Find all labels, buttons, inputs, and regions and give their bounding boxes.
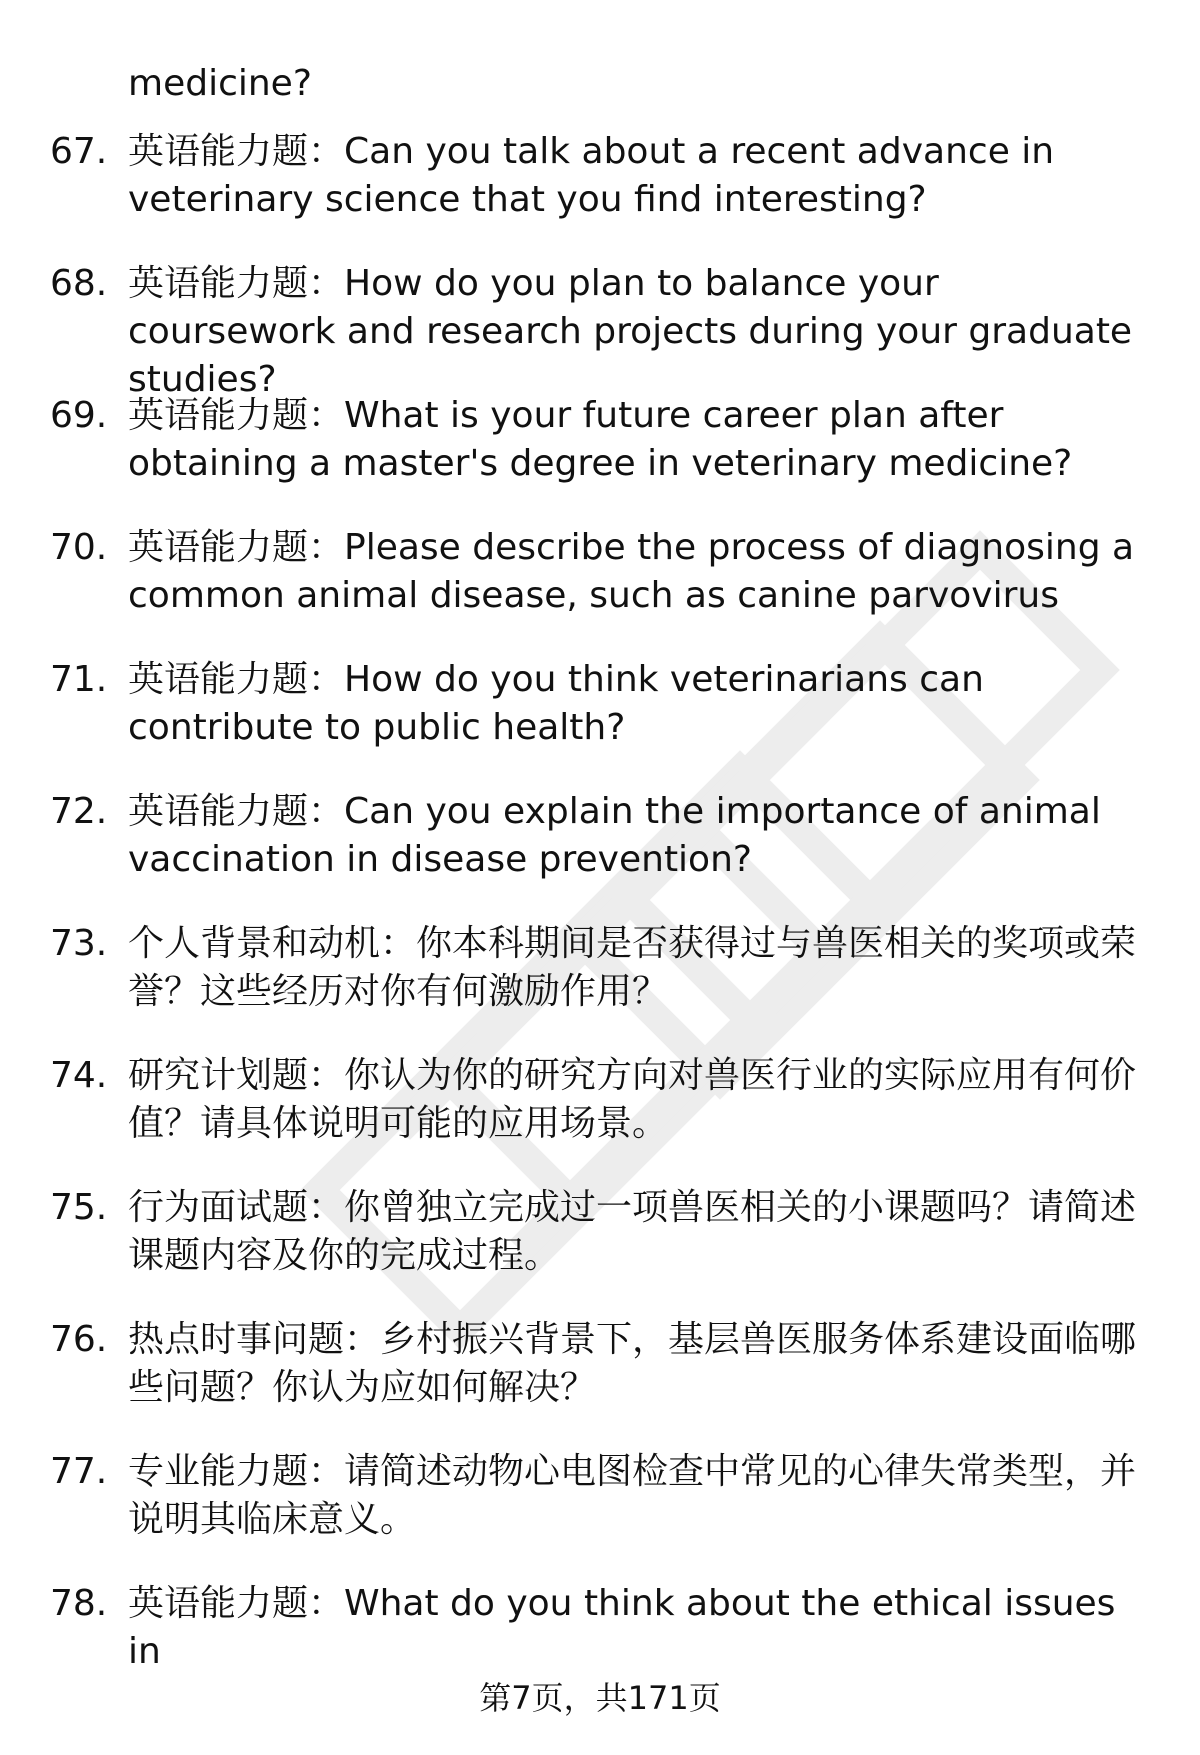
continuation-text: medicine? bbox=[128, 63, 312, 104]
question-text: 英语能力题：Please describe the process of diagnosing a common animal disease, such as canine parvovirus bbox=[128, 527, 1135, 616]
question-number: 77. bbox=[50, 1451, 108, 1492]
question-text: 个人背景和动机：你本科期间是否获得过与兽医相关的奖项或荣誉？这些经历对你有何激励作用？ bbox=[128, 923, 1137, 1012]
question-number: 68. bbox=[50, 263, 108, 304]
question-text: 行为面试题：你曾独立完成过一项兽医相关的小课题吗？请简述课题内容及你的完成过程。 bbox=[128, 1187, 1137, 1276]
question-text: 英语能力题：What do you think about the ethical issues in bbox=[128, 1583, 1116, 1672]
question-number: 78. bbox=[50, 1583, 108, 1624]
question-number: 67. bbox=[50, 131, 108, 172]
question-text: 英语能力题：How do you plan to balance your coursework and research projects during your graduate studies? bbox=[128, 263, 1133, 400]
question-number: 71. bbox=[50, 659, 108, 700]
question-text: 英语能力题：Can you explain the importance of animal vaccination in disease prevention? bbox=[128, 791, 1101, 880]
question-text: 英语能力题：How do you think veterinarians can contribute to public health? bbox=[128, 659, 984, 748]
question-text: 热点时事问题：乡村振兴背景下，基层兽医服务体系建设面临哪些问题？你认为应如何解决？ bbox=[128, 1319, 1137, 1408]
question-text: 英语能力题：Can you talk about a recent advance in veterinary science that you find interesting? bbox=[128, 131, 1055, 220]
question-number: 73. bbox=[50, 923, 108, 964]
question-number: 74. bbox=[50, 1055, 108, 1096]
question-text: 英语能力题：What is your future career plan after obtaining a master's degree in veterinary medicine? bbox=[128, 395, 1073, 484]
page-footer: 第7页，共171页 bbox=[479, 1679, 721, 1717]
question-text: 专业能力题：请简述动物心电图检查中常见的心律失常类型，并说明其临床意义。 bbox=[128, 1451, 1137, 1540]
question-text: 研究计划题：你认为你的研究方向对兽医行业的实际应用有何价值？请具体说明可能的应用场景。 bbox=[128, 1055, 1137, 1144]
question-number: 70. bbox=[50, 527, 108, 568]
question-number: 69. bbox=[50, 395, 108, 436]
question-number: 76. bbox=[50, 1319, 108, 1360]
question-number: 75. bbox=[50, 1187, 108, 1228]
question-number: 72. bbox=[50, 791, 108, 832]
